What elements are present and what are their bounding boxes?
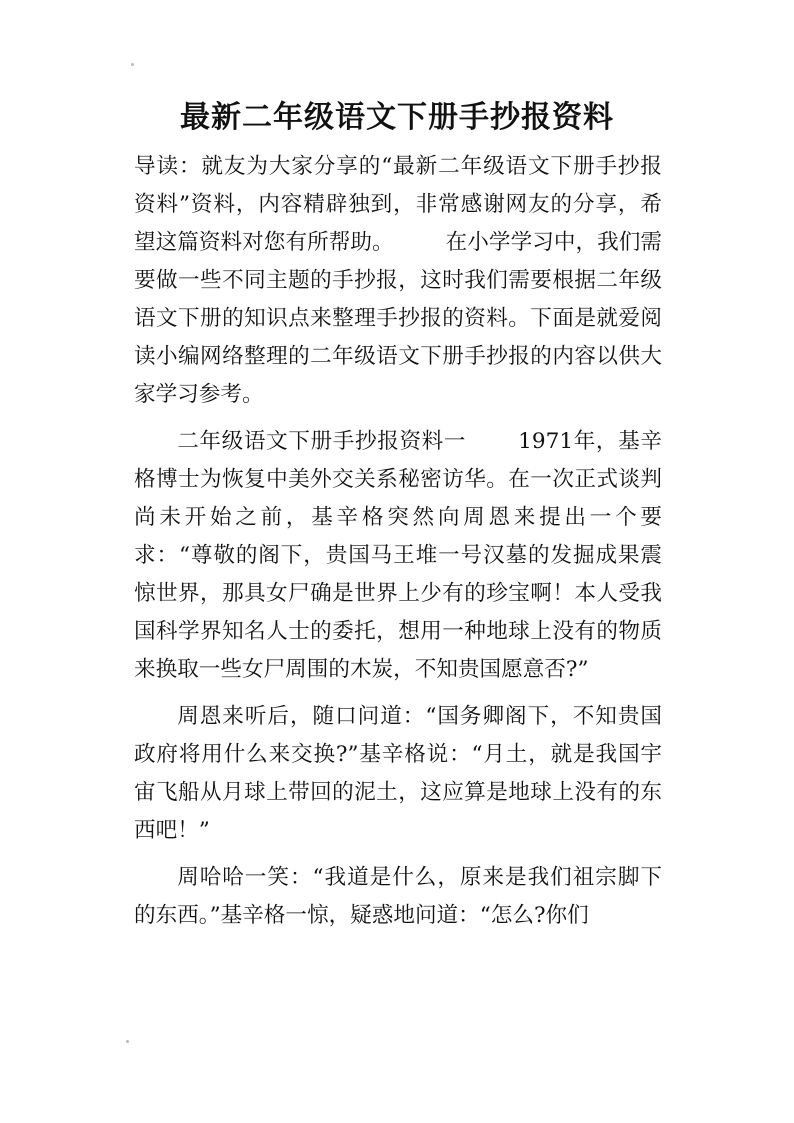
intro-continuation: 在小学学习中，我们需要做一些不同主题的手抄报，这时我们需要根据二年级语文下册的知识点来整理手抄报的资料。下面是就爱阅读小编网络整理的二年级语文下册手抄报的内容以供大家学习参考。	[134, 230, 662, 407]
document-body	[134, 148, 662, 944]
document-title: 最新二年级语文下册手抄报资料	[180, 100, 614, 135]
body-paragraph: 周哈哈一笑：“我道是什么，原来是我们祖宗脚下的东西。”基辛格一惊，疑惑地问道：“怎么?你们	[134, 865, 662, 928]
section-paragraph	[134, 423, 662, 689]
intro-paragraph	[134, 148, 662, 414]
scan-speck	[131, 63, 134, 66]
scan-speck	[126, 1040, 129, 1043]
section-heading: 二年级语文下册手抄报资料一	[177, 429, 467, 454]
body-paragraph: 周恩来听后，随口问道：“国务卿阁下，不知贵国政府将用什么来交换?”基辛格说：“月土，就是我国宇宙飞船从月球上带回的泥土，这应算是地球上没有的东西吧！”	[134, 704, 662, 843]
section-text: 1971年，基辛格博士为恢复中美外交关系秘密访华。在一次正式谈判尚未开始之前，基辛格突然向周恩来提出一个要求：“尊敬的阁下，贵国马王堆一号汉墓的发掘成果震惊世界，那具女尸确是世界上少有的珍宝啊！本人受我国科学界知名人士的委托，想用一种地球上没有的物质来换取一些女尸周围的木炭，不知贵国愿意否?”	[134, 429, 662, 682]
intro-text: 导读：就友为大家分享的“最新二年级语文下册手抄报资料”资料，内容精辟独到，非常感谢网友的分享，希望这篇资料对您有所帮助。	[134, 154, 662, 255]
